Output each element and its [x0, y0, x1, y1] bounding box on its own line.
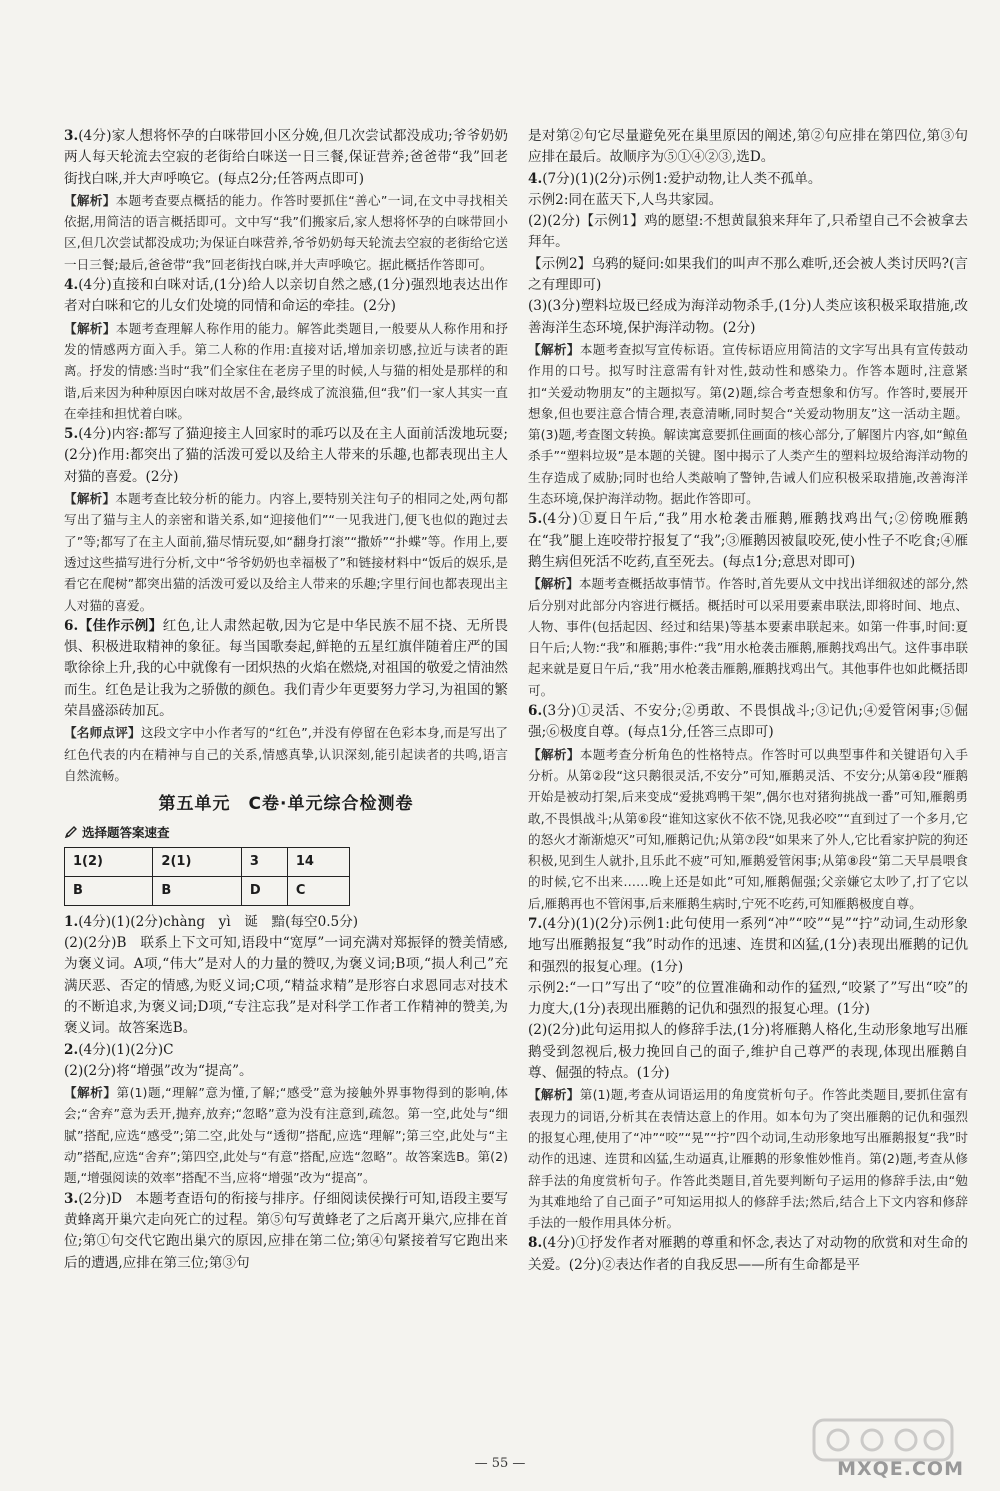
- answer-item-3: 3.(4分)家人想将怀孕的白咪带回小区分娩,但几次尝试都没成功;爷爷奶奶两人每天轮流去空寂的老街给白咪送一日三餐,保证营养;爸爸带“我”回老街找白咪,并大声呼唤它。(每点2分;任答两点即可): [64, 128, 508, 187]
- watermark-text: MXQE.COM: [837, 1458, 964, 1480]
- answer-item-5: 5.(4分)内容:都写了猫迎接主人回家时的乖巧以及在主人面前活泼地玩耍;(2分)作用:都突出了猫的活泼可爱以及给主人带来的乐趣,也都表现出主人对猫的喜爱。(2分): [64, 426, 508, 485]
- answer-table-cell: B: [65, 876, 153, 905]
- answer-table-cell: D: [241, 876, 287, 905]
- c-analysis-5: 【解析】本题考查概括故事情节。作答时,首先要从文中找出详细叙述的部分,然后分别对此部分内容进行概括。概括时可以采用要素串联法,即将时间、地点、人物、事件(包括起因、经过和结果)等基本要素串联起来。如第一件事,时间:夏日午后;人物:“我”和雁鹅;事件:“我”用水枪袭击雁鹅,雁鹅找鸡出气。这件事串联起来就是夏日午后,“我”用水枪袭击雁鹅,雁鹅找鸡出气。其他事件也如此概括即可。: [528, 576, 968, 698]
- answer-table-cell: B: [153, 876, 241, 905]
- c-answer-item-4-line: 【示例2】乌鸦的疑问:如果我们的叫声不那么难听,还会被人类讨厌吗?(言之有理即可): [528, 255, 968, 294]
- c-analysis-2: 【解析】第(1)题,“理解”意为懂,了解;“感受”意为接触外界事物得到的影响,体会;“舍弃”意为丢开,抛弃,放弃;“忽略”意为没有注意到,疏忽。第一空,此处与“细腻”搭配,应选“感受”;第二空,此处与“透彻”搭配,应选“理解”;第三空,此处与“主动”搭配,应选“舍弃”;第四空,此处与“有意”搭配,应选“忽略”。故答案选B。第(2)题,“增强阅读的效率”搭配不当,应将“增强”改为“提高”。: [64, 1085, 508, 1186]
- page-number: — 55 —: [474, 1456, 526, 1471]
- answer-item-4: 4.(4分)直接和白咪对话,(1分)给人以亲切自然之感,(1分)强烈地表达出作者对白咪和它的儿女们处境的同情和命运的牵挂。(2分): [64, 277, 508, 315]
- c-answer-item-8: 8.(4分)①抒发作者对雁鹅的尊重和怀念,表达了对动物的欣赏和对生命的关爱。(2分)②表达作者的自我反思——所有生命都是平: [528, 1235, 968, 1273]
- c-analysis-7: 【解析】第(1)题,考查从词语运用的角度赏析句子。作答此类题目,要抓住富有表现力的词语,分析其在表情达意上的作用。如本句为了突出雁鹅的记仇和强烈的报复心理,使用了“冲”“咬”“晃”“拧”四个动词,生动形象地写出雁鹅报复“我”时动作的迅速、连贯和凶猛,生动逼真,让雁鹅的形象惟妙惟肖。第(2)题,考查从修辞手法的角度赏析句子。作答此类题目,首先要判断句子运用的修辞手法,由“勉为其难地给了自己面子”可知运用拟人的修辞手法;然后,结合上下文内容和修辞手法的一般作用具体分析。: [528, 1087, 968, 1231]
- pencil-icon: [64, 825, 78, 839]
- c-answer-item-7-line: (2)(2分)此句运用拟人的修辞手法,(1分)将雁鹅人格化,生动形象地写出雁鹅受到忽视后,极力挽回自己的面子,维护自己尊严的表现,体现出雁鹅自尊、倔强的特点。(1分): [528, 1022, 968, 1082]
- section-title: 第五单元 C卷·单元综合检测卷: [158, 794, 414, 815]
- teacher-comment: 【名师点评】这段文字中小作者写的“红色”,并没有停留在色彩本身,而是写出了红色代表的内在精神与自己的关系,情感真挚,认识深刻,能引起读者的共鸣,语言自然流畅。: [64, 725, 508, 783]
- c-answer-item-7-line: 示例2:“一口”写出了“咬”的位置准确和动作的猛烈,“咬紧了”写出“咬”的力度大,(1分)表现出雁鹅的记仇和强烈的报复心理。(1分): [528, 979, 968, 1018]
- answer-table-answer-row: [65, 876, 350, 905]
- answer-table-cell: 1(2): [65, 847, 153, 876]
- c-answer-item-4-line: (3)(3分)塑料垃圾已经成为海洋动物杀手,(1分)人类应该积极采取措施,改善海洋生态环境,保护海洋动物。(2分): [528, 298, 968, 336]
- answer-table-header-row: [65, 847, 350, 876]
- answer-table: [64, 847, 350, 906]
- answer-item-6: 6.【佳作示例】红色,让人肃然起敬,因为它是中华民族不屈不挠、无所畏惧、积极进取精神的象征。每当国歌奏起,鲜艳的五星红旗伴随着庄严的国歌徐徐上升,我的心中就像有一团炽热的火焰在燃烧,对祖国的敬爱之情油然而生。红色是让我为之骄傲的颜色。我们青少年更要努力学习,为祖国的繁荣昌盛添砖加瓦。: [64, 617, 509, 720]
- left-column: [64, 126, 508, 1274]
- c-answer-item-7: 7.(4分)(1)(2分)示例1:此句使用一系列“冲”“咬”“晃”“拧”动词,生动形象地写出雁鹅报复“我”时动作的迅速、连贯和凶猛,(1分)表现出雁鹅的记仇和强烈的报复心理。(1分): [528, 915, 968, 975]
- c-analysis-4: 【解析】本题考查拟写宣传标语。宣传标语应用简洁的文字写出具有宣传鼓动作用的口号。拟写时注意需有针对性,鼓动性和感染力。作答本题时,注意紧扣“关爱动物朋友”的主题拟写。第(2)题,综合考查想象和仿写。作答时,要展开想象,但也要注意合情合理,表意清晰,同时契合“关爱动物朋友”这一活动主题。第(3)题,考查图文转换。解读寓意要抓住画面的核心部分,了解图片内容,如“鲸鱼杀手”“塑料垃圾”是本题的关键。图中揭示了人类产生的塑料垃圾给海洋动物的生存造成了威胁;同时也给人类敲响了警钟,告诫人们应积极采取措施,改善海洋生态环境,保护海洋动物。据此作答即可。: [528, 341, 969, 507]
- c-answer-item-3: 3.(2分)D 本题考查语句的衔接与排序。仔细阅读侯操行可知,语段主要写黄蜂离开巢穴走向死亡的过程。第⑤句写黄蜂老了之后离开巢穴,应排在首位;第①句交代它跑出巢穴的原因,应排在第二位;第④句紧接着写它跑出来后的遭遇,应排在第三位;第③句: [64, 1190, 508, 1271]
- c-answer-item-4-line: 示例2:同在蓝天下,人鸟共家园。: [528, 191, 723, 208]
- c-analysis-6: 【解析】本题考查分析角色的性格特点。作答时可以典型事件和关键语句入手分析。从第②段“这只鹅很灵活,不安分”可知,雁鹅灵活、不安分;从第④段“雁鹅开始是被动打架,后来变成“爱挑鸡鸭干架”,偶尔也对猪狗挑战一番”可知,雁鹅勇敢,不畏惧战斗;从第⑥段“谁知这家伙不依不饶,见我必咬”“直到过了一个多月,它的怒火才渐渐熄灭”可知,雁鹅记仇;从第⑦段“如果来了外人,它比看家护院的狗还积极,见到生人就扑,且乐此不疲”可知,雁鹅爱管闲事;从第⑧段“第二天早晨喂食的时候,它不出来……晚上还是如此”可知,雁鹅倔强;父亲嫌它太吵了,打了它以后,雁鹅再也不管闲事,后来雁鹅生病时,宁死不吃药,可知雁鹅极度自尊。: [528, 746, 969, 911]
- answer-table-cell: 3: [241, 847, 287, 876]
- c-answer-item-2-part2: (2)(2分)将“增强”改为“提高”。: [64, 1062, 253, 1079]
- c-answer-item-6: 6.(3分)①灵活、不安分;②勇敢、不畏惧战斗;③记仇;④爱管闲事;⑤倔强;⑥极度自尊。(每点1分,任答三点即可): [528, 703, 968, 741]
- answer-table-cell: C: [287, 876, 349, 905]
- quick-answer-header: [64, 822, 508, 843]
- c-answer-item-1-part2: (2)(2分)B 联系上下文可知,语段中“宽厚”一词充满对郑振铎的赞美情感,为褒义词。A项,“伟大”是对人的力量的赞叹,为褒义词;B项,“损人利己”充满厌恶、否定的情感,为贬义词;C项,“精益求精”是形容白求恩同志对技术的不断追求,为褒义词;D项,“专注忘我”是对科学工作者工作精神的赞美,为褒义词。故答案选B。: [64, 935, 508, 1037]
- analysis-4: 【解析】本题考查理解人称作用的能力。解答此类题目,一般要从人称作用和抒发的情感两方面入手。第二人称的作用:直接对话,增加亲切感,拉近与读者的距离。抒发的情感:当时“我”们全家住在老房子里的时候,人与猫的相处是那样的和谐,后来因为种种原因白咪对故居不舍,最终成了流浪猫,但“我”们一家人其实一直在牵挂和担忧着白咪。: [64, 320, 508, 421]
- c-answer-item-4-line: (2)(2分)【示例1】鸡的愿望:不想黄鼠狼来拜年了,只希望自己不会被拿去拜年。: [528, 213, 968, 251]
- analysis-3: 【解析】本题考查要点概括的能力。作答时要抓住“善心”一词,在文中寻找相关依据,用简洁的语言概括即可。文中写“我”们搬家后,家人想将怀孕的白咪带回小区,但几次尝试都没成功;为保证白咪营养,爷爷奶奶每天轮流去空寂的老街给它送一日三餐;最后,爸爸带“我”回老街找白咪,并大声呼唤它。据此概括作答即可。: [64, 192, 508, 272]
- answer-table-cell: 14: [287, 847, 349, 876]
- c-answer-item-1: 1.(4分)(1)(2分)chàng yì 诞 黯(每空0.5分): [64, 913, 359, 930]
- answer-table-cell: 2(1): [153, 847, 241, 876]
- quick-answer-label: 选择题答案速查: [82, 824, 170, 840]
- right-column: [528, 126, 968, 1276]
- c-answer-item-5: 5.(4分)①夏日午后,“我”用水枪袭击雁鹅,雁鹅找鸡出气;②傍晚雁鹅在“我”腿上连咬带拧报复了“我”;③雁鹅因被鼠咬死,使小性子不吃食;④雁鹅生病但死活不吃药,直至死去。(每点1分;意思对即可): [528, 511, 968, 570]
- c-answer-item-3-cont: 是对第②句它尽量避免死在巢里原因的阐述,第②句应排在第四位,第③句应排在最后。故顺序为⑤①④②③,选D。: [528, 128, 968, 166]
- analysis-5: 【解析】本题考查比较分析的能力。内容上,要特别关注句子的相同之处,两句都写出了猫与主人的亲密和谐关系,如“迎接他们”“一见我进门,便飞也似的跑过去了”等;都写了在主人面前,猫尽情玩耍,如“翻身打滚”“撒娇”“扑蝶”等。作用上,要透过这些描写进行分析,文中“爷爷奶奶也幸福极了”和链接材料中“饭后的娱乐,是看它在爬树”都突出猫的活泼可爱以及给主人带来的乐趣;字里行间也都表现出主人对猫的喜爱。: [64, 491, 509, 613]
- c-answer-item-2: 2.(4分)(1)(2分)C: [64, 1041, 174, 1058]
- c-answer-item-4: 4.(7分)(1)(2分)示例1:爱护动物,让人类不孤单。: [528, 170, 822, 187]
